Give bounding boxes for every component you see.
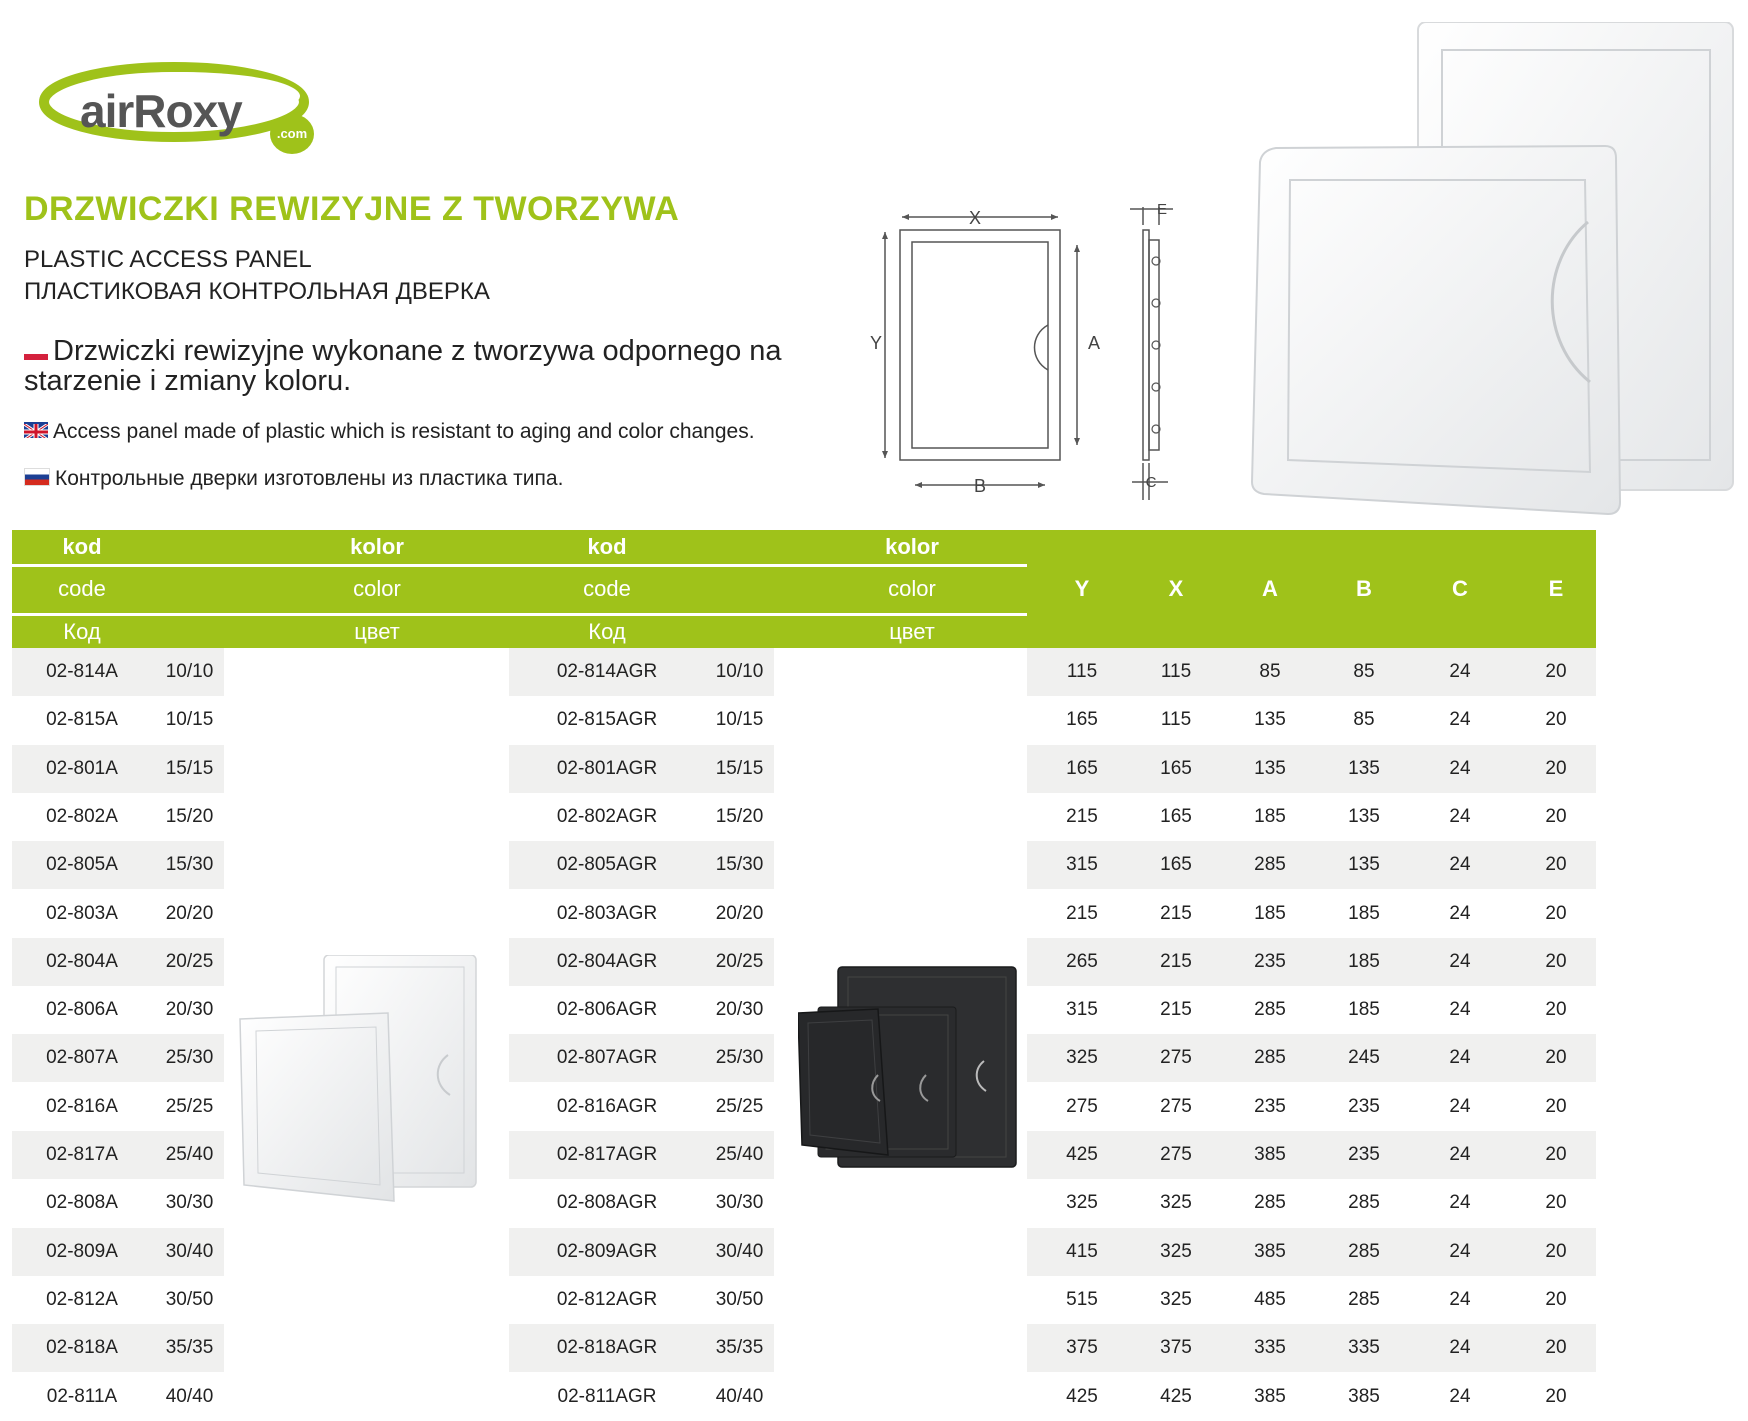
cell-c: 24: [1449, 709, 1471, 731]
cell-size2: 15/15: [715, 757, 764, 779]
subtitle-ru: ПЛАСТИКОВАЯ КОНТРОЛЬНАЯ ДВЕРКА: [24, 278, 490, 305]
table-row: [12, 890, 1596, 938]
black-panels-thumbnail: [798, 965, 1018, 1170]
header-divider: [12, 613, 1027, 616]
cell-code2: 02-801AGR: [556, 757, 658, 779]
cell-code1: 02-803A: [46, 902, 118, 924]
cell-code2: 02-811AGR: [557, 1385, 657, 1407]
cell-code1: 02-808A: [46, 1192, 118, 1214]
cell-code2: 02-817AGR: [556, 1144, 658, 1165]
header-color-2: color: [888, 576, 936, 601]
cell-a: 135: [1254, 709, 1286, 731]
cell-code1: 02-807A: [46, 1047, 118, 1069]
cell-size1: 25/25: [165, 1095, 214, 1117]
logo-wordmark: airRoxy: [80, 85, 242, 137]
cell-e: 20: [1545, 950, 1567, 972]
cell-size2: 20/25: [715, 950, 764, 972]
table-row: [12, 1228, 1596, 1276]
cell-e: 20: [1545, 805, 1567, 827]
table-header: [12, 530, 1596, 648]
cell-b: 135: [1348, 757, 1380, 779]
cell-code1: 02-802A: [46, 805, 118, 827]
table-row: [12, 1373, 1596, 1421]
cell-x: 165: [1160, 757, 1192, 779]
cell-y: 375: [1066, 1337, 1098, 1359]
cell-x: 215: [1160, 950, 1192, 972]
cell-size1: 35/35: [165, 1337, 214, 1359]
cell-y: 265: [1066, 950, 1098, 972]
dimension-drawing: [870, 195, 1210, 505]
cell-y: 115: [1066, 661, 1098, 682]
cell-y: 215: [1066, 805, 1098, 827]
cell-code1: 02-809A: [46, 1240, 118, 1262]
cell-b: 335: [1348, 1337, 1380, 1359]
description-en: Access panel made of plastic which is resistant to aging and color changes.: [24, 420, 755, 444]
cell-e: 20: [1545, 1385, 1567, 1407]
subtitle-en: PLASTIC ACCESS PANEL: [24, 246, 312, 273]
cell-y: 325: [1066, 1192, 1098, 1214]
cell-code2: 02-812AGR: [556, 1288, 658, 1310]
cell-e: 20: [1545, 1288, 1567, 1310]
drawing-label-a: A: [1088, 333, 1101, 353]
cell-c: 24: [1449, 1144, 1471, 1165]
cell-code1: 02-817A: [46, 1144, 118, 1165]
cell-a: 185: [1254, 805, 1286, 827]
cell-b: 285: [1348, 1288, 1380, 1310]
cell-code2: 02-806AGR: [556, 999, 658, 1021]
uk-flag-icon: [24, 422, 48, 438]
cell-code1: 02-815A: [46, 709, 118, 731]
cell-code2: 02-815AGR: [556, 709, 658, 731]
cell-size2: 30/40: [715, 1240, 764, 1262]
cell-y: 515: [1066, 1288, 1098, 1310]
cell-size1: 20/30: [165, 999, 214, 1021]
cell-size1: 15/30: [165, 854, 214, 876]
cell-code1: 02-801A: [46, 757, 118, 779]
cell-x: 165: [1160, 805, 1192, 827]
cell-c: 24: [1449, 1192, 1471, 1214]
cell-code1: 02-804A: [46, 950, 118, 972]
page-title: DRZWICZKI REWIZYJNE Z TWORZYWA: [24, 190, 680, 228]
cell-size1: 25/30: [165, 1047, 214, 1069]
cell-size2: 20/20: [715, 902, 764, 924]
cell-b: 285: [1348, 1240, 1380, 1262]
cell-code1: 02-818A: [46, 1337, 118, 1359]
cell-a: 285: [1254, 999, 1286, 1021]
cell-size2: 10/10: [715, 661, 764, 682]
cell-e: 20: [1545, 1144, 1567, 1165]
table-row: [12, 648, 1596, 696]
white-panels-photo: [1240, 22, 1748, 522]
cell-size2: 15/30: [715, 854, 764, 876]
cell-y: 425: [1066, 1385, 1098, 1407]
cell-code1: 02-811A: [46, 1385, 118, 1407]
cell-x: 165: [1160, 854, 1192, 876]
cell-a: 185: [1254, 902, 1286, 924]
cell-code2: 02-814AGR: [556, 661, 658, 682]
header-y: Y: [1074, 576, 1090, 601]
cell-code2: 02-802AGR: [556, 805, 658, 827]
cell-a: 235: [1254, 950, 1286, 972]
header-kolor-2: kolor: [885, 534, 939, 559]
cell-c: 24: [1449, 805, 1471, 827]
cell-a: 235: [1254, 1095, 1286, 1117]
airroxy-logo: [24, 58, 324, 168]
cell-code2: 02-809AGR: [556, 1240, 658, 1262]
cell-a: 385: [1254, 1240, 1286, 1262]
cell-x: 115: [1160, 709, 1192, 731]
cell-b: 135: [1348, 805, 1380, 827]
cell-e: 20: [1545, 709, 1567, 731]
cell-a: 285: [1254, 854, 1286, 876]
cell-e: 20: [1545, 999, 1567, 1021]
table-row: [12, 1324, 1596, 1372]
russia-flag-icon: [24, 468, 50, 486]
cell-size1: 20/20: [165, 902, 214, 924]
header-code-2: code: [583, 576, 631, 601]
cell-x: 325: [1160, 1288, 1192, 1310]
cell-x: 275: [1160, 1144, 1192, 1165]
cell-size2: 20/30: [715, 999, 764, 1021]
header-kod-1: kod: [62, 534, 102, 559]
cell-b: 135: [1348, 854, 1380, 876]
cell-size1: 20/25: [165, 950, 214, 972]
cell-code2: 02-804AGR: [556, 950, 658, 972]
header-kod-ru-2: Код: [588, 619, 626, 644]
cell-y: 165: [1066, 709, 1098, 731]
table-row: [12, 793, 1596, 841]
cell-x: 325: [1160, 1240, 1192, 1262]
cell-y: 325: [1066, 1047, 1098, 1069]
cell-c: 24: [1449, 1288, 1471, 1310]
cell-c: 24: [1449, 661, 1471, 682]
cell-y: 315: [1066, 999, 1098, 1021]
header-kod-2: kod: [587, 534, 627, 559]
cell-code2: 02-803AGR: [556, 902, 658, 924]
cell-b: 185: [1348, 902, 1380, 924]
cell-x: 275: [1160, 1095, 1192, 1117]
header-kolor-ru-1: цвет: [354, 619, 400, 644]
header-a: A: [1262, 576, 1278, 601]
cell-e: 20: [1545, 1095, 1567, 1117]
cell-b: 185: [1348, 999, 1380, 1021]
cell-a: 385: [1254, 1144, 1286, 1165]
cell-size1: 15/15: [165, 757, 214, 779]
cell-c: 24: [1449, 1240, 1471, 1262]
header-kolor-ru-2: цвет: [889, 619, 935, 644]
cell-c: 24: [1449, 999, 1471, 1021]
table-row: [12, 1276, 1596, 1324]
cell-x: 275: [1160, 1047, 1192, 1069]
cell-code1: 02-806A: [46, 999, 118, 1021]
cell-e: 20: [1545, 1047, 1567, 1069]
white-panels-thumbnail: [238, 955, 483, 1205]
cell-b: 85: [1353, 661, 1375, 682]
cell-a: 485: [1254, 1288, 1286, 1310]
cell-size2: 10/15: [715, 709, 764, 731]
cell-size1: 30/40: [165, 1240, 214, 1262]
cell-code1: 02-812A: [46, 1288, 118, 1310]
logo-com-badge: .com: [270, 114, 314, 154]
cell-a: 335: [1254, 1337, 1286, 1359]
cell-x: 115: [1160, 661, 1192, 682]
cell-a: 135: [1254, 757, 1286, 779]
header-code-1: code: [58, 576, 106, 601]
cell-code1: 02-805A: [46, 854, 118, 876]
cell-b: 245: [1348, 1047, 1380, 1069]
header-kod-ru-1: Код: [63, 619, 101, 644]
cell-code2: 02-818AGR: [556, 1337, 658, 1359]
description-pl: Drzwiczki rewizyjne wykonane z tworzywa odpornego na starzenie i zmiany koloru.: [24, 335, 782, 397]
cell-size1: 10/10: [165, 661, 214, 682]
header-e: E: [1548, 576, 1564, 601]
cell-code2: 02-808AGR: [556, 1192, 658, 1214]
cell-size2: 25/40: [715, 1144, 764, 1165]
cell-size1: 30/30: [165, 1192, 214, 1214]
cell-y: 315: [1066, 854, 1098, 876]
drawing-label-e: E: [1157, 201, 1168, 218]
cell-c: 24: [1449, 854, 1471, 876]
drawing-label-x: X: [968, 208, 982, 228]
cell-size2: 25/25: [715, 1095, 764, 1117]
cell-size2: 30/50: [715, 1288, 764, 1310]
header-color-1: color: [353, 576, 401, 601]
cell-code2: 02-816AGR: [556, 1095, 658, 1117]
cell-y: 425: [1066, 1144, 1098, 1165]
header-x: X: [1168, 576, 1184, 601]
cell-c: 24: [1449, 1047, 1471, 1069]
cell-a: 285: [1254, 1192, 1286, 1214]
cell-e: 20: [1545, 757, 1567, 779]
cell-x: 215: [1160, 902, 1192, 924]
cell-size1: 30/50: [165, 1288, 214, 1310]
cell-size2: 25/30: [715, 1047, 764, 1069]
cell-size2: 15/20: [715, 805, 764, 827]
cell-e: 20: [1545, 854, 1567, 876]
cell-x: 215: [1160, 999, 1192, 1021]
cell-b: 235: [1348, 1095, 1380, 1117]
cell-b: 285: [1348, 1192, 1380, 1214]
cell-e: 20: [1545, 1240, 1567, 1262]
drawing-label-c: C: [1145, 474, 1157, 491]
cell-a: 285: [1254, 1047, 1286, 1069]
cell-e: 20: [1545, 1337, 1567, 1359]
table-row: [12, 696, 1596, 744]
cell-e: 20: [1545, 1192, 1567, 1214]
drawing-label-b: B: [973, 476, 987, 496]
cell-y: 165: [1066, 757, 1098, 779]
cell-a: 85: [1259, 661, 1281, 682]
cell-b: 385: [1348, 1385, 1380, 1407]
cell-size1: 15/20: [165, 805, 214, 827]
header-kolor-1: kolor: [350, 534, 404, 559]
cell-code1: 02-816A: [46, 1095, 118, 1117]
cell-c: 24: [1449, 1095, 1471, 1117]
cell-b: 85: [1353, 709, 1375, 731]
table-row: [12, 745, 1596, 793]
cell-c: 24: [1449, 1385, 1471, 1407]
cell-size1: 40/40: [165, 1385, 214, 1407]
table-row: [12, 841, 1596, 889]
cell-x: 425: [1160, 1385, 1192, 1407]
cell-x: 375: [1160, 1337, 1192, 1359]
poland-flag-icon: [24, 348, 48, 360]
cell-c: 24: [1449, 950, 1471, 972]
cell-size1: 25/40: [165, 1144, 214, 1165]
cell-code1: 02-814A: [46, 661, 118, 682]
cell-c: 24: [1449, 757, 1471, 779]
cell-size1: 10/15: [165, 709, 214, 731]
cell-b: 235: [1348, 1144, 1380, 1165]
cell-y: 415: [1066, 1240, 1098, 1262]
header-b: B: [1356, 576, 1372, 601]
description-ru: Контрольные дверки изготовлены из пластика типа.: [24, 467, 563, 491]
cell-y: 215: [1066, 902, 1098, 924]
cell-code2: 02-805AGR: [556, 854, 658, 876]
cell-size2: 40/40: [715, 1385, 764, 1407]
drawing-label-y: Y: [870, 333, 883, 353]
cell-c: 24: [1449, 1337, 1471, 1359]
cell-b: 185: [1348, 950, 1380, 972]
cell-e: 20: [1545, 902, 1567, 924]
cell-y: 275: [1066, 1095, 1098, 1117]
header-divider: [12, 564, 1027, 567]
cell-c: 24: [1449, 902, 1471, 924]
cell-e: 20: [1545, 661, 1567, 682]
cell-size2: 35/35: [715, 1337, 764, 1359]
cell-x: 325: [1160, 1192, 1192, 1214]
cell-a: 385: [1254, 1385, 1286, 1407]
cell-size2: 30/30: [715, 1192, 764, 1214]
cell-code2: 02-807AGR: [556, 1047, 658, 1069]
header-c: C: [1452, 576, 1468, 601]
